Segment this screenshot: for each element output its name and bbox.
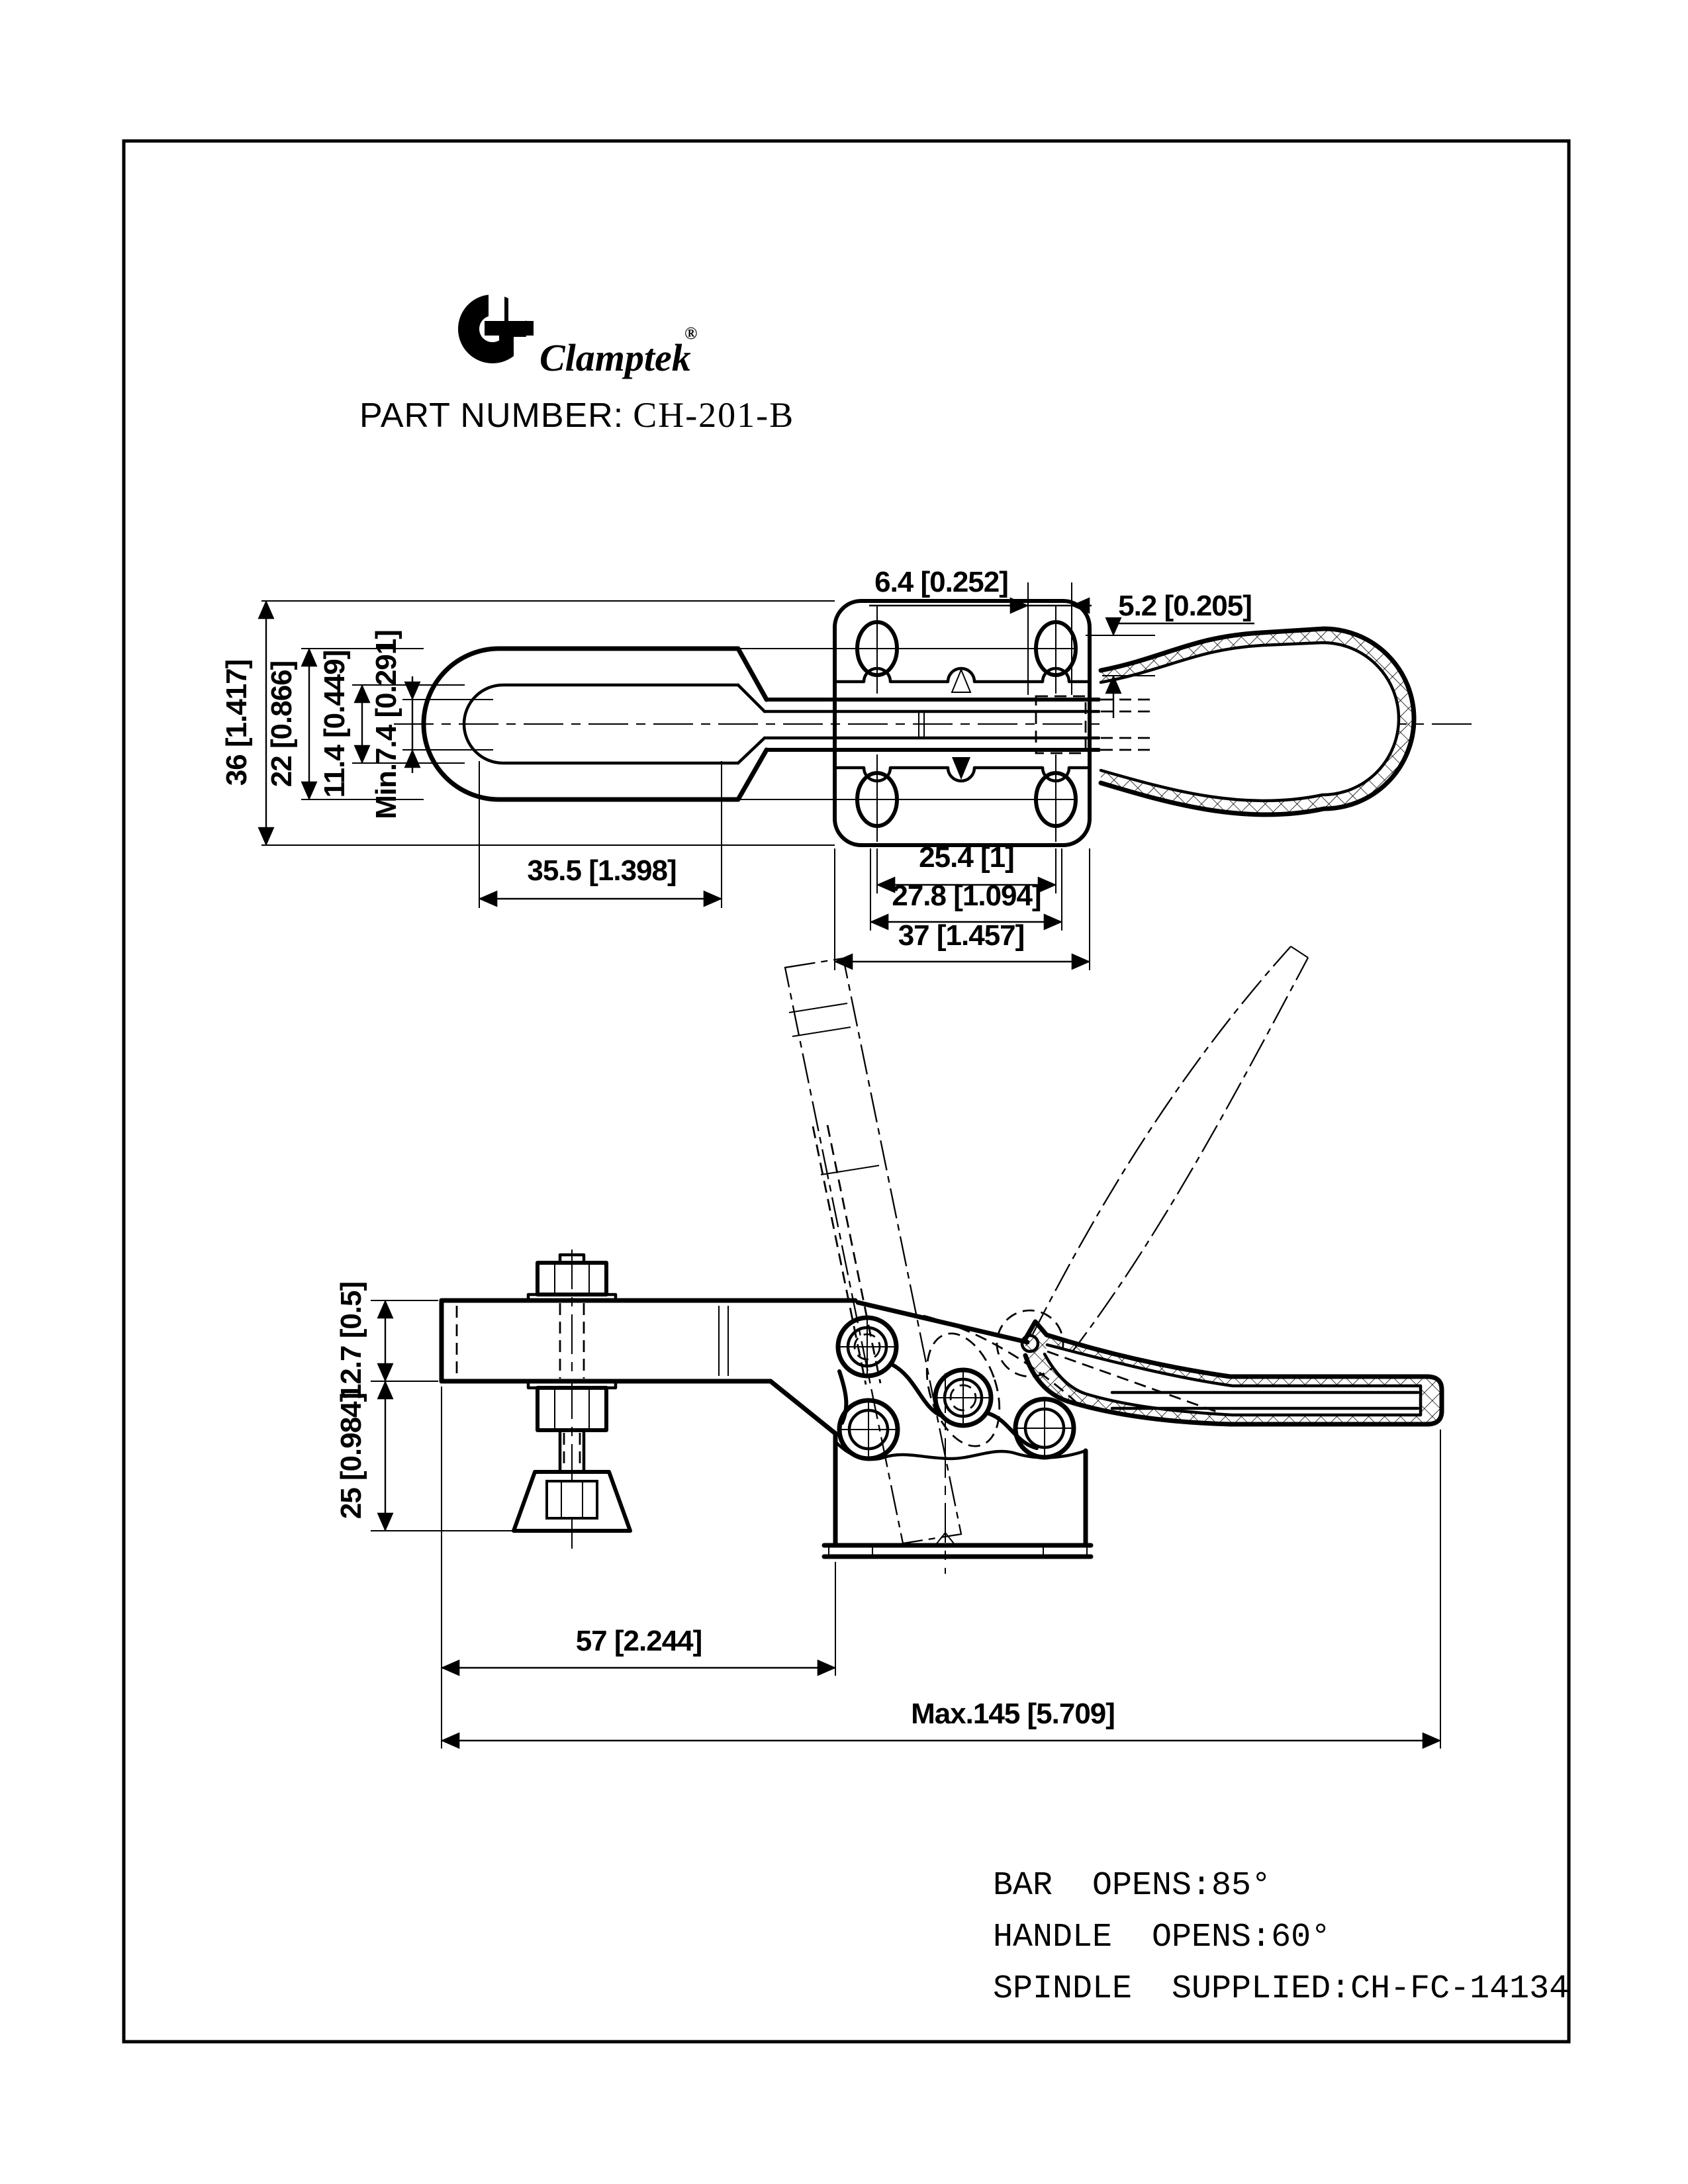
note-bar-opens: BAR OPENS:85° [993,1867,1272,1905]
dim-25: 25 [0.984] [335,1392,367,1520]
note-spindle-supplied: SPINDLE SUPPLIED:CH-FC-14134 [993,1970,1570,2008]
dim-57: 57 [2.244] [575,1625,702,1657]
top-view-handle [1101,629,1414,815]
dim-5-2: 5.2 [0.205] [1118,590,1252,622]
dim-22: 22 [0.866] [265,660,298,788]
part-number-value: CH-201-B [633,395,795,435]
part-number-line [359,395,794,435]
dim-11-4: 11.4 [0.449] [318,650,351,798]
dim-35-5: 35.5 [1.398] [527,854,677,887]
registered-mark: ® [684,324,698,343]
brand-name: Clamptek [539,336,691,379]
part-number-label: PART NUMBER: [359,396,624,435]
dim-min-7-4: Min.7.4 [0.291] [370,630,402,819]
note-handle-opens: HANDLE OPENS:60° [993,1919,1331,1956]
dim-37: 37 [1.457] [898,919,1025,952]
dim-27-8: 27.8 [1.094] [892,880,1041,912]
dim-6-4: 6.4 [0.252] [874,566,1008,598]
dim-max-145: Max.145 [5.709] [911,1698,1115,1730]
dim-25-4: 25.4 [1] [919,841,1014,874]
dim-36: 36 [1.417] [220,659,253,786]
dim-12-7: 12.7 [0.5] [335,1281,367,1400]
